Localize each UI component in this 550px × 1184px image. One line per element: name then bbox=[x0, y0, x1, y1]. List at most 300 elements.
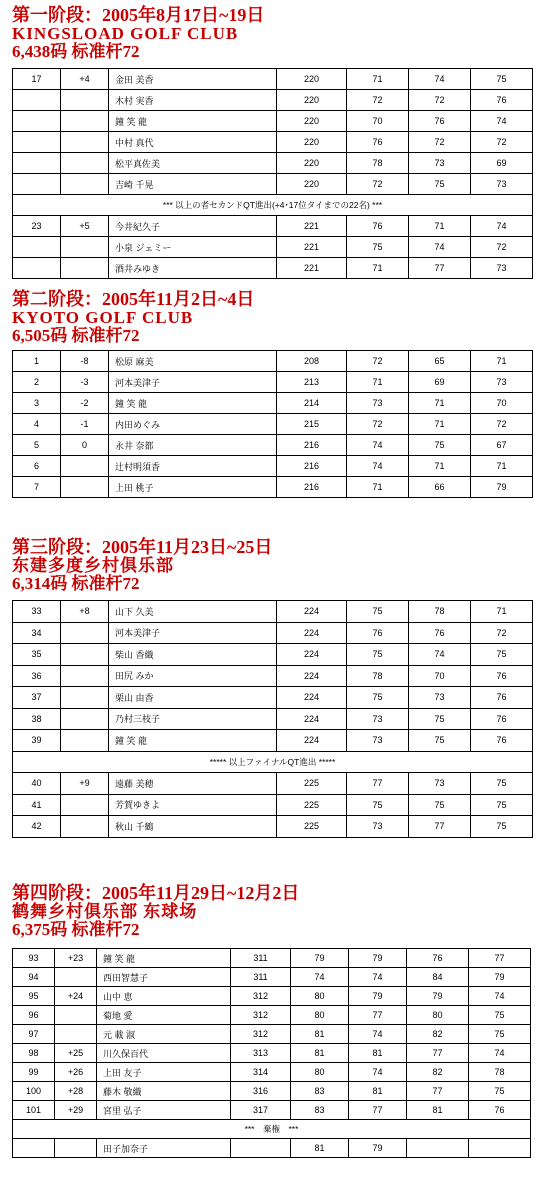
cell-r2: 79 bbox=[349, 949, 407, 968]
stage-2-title: 第二阶段：2005年11月2日~4日 bbox=[12, 289, 255, 309]
cell-score bbox=[55, 1025, 97, 1044]
cell-r3 bbox=[407, 1139, 469, 1158]
cell-r2: 78 bbox=[409, 601, 471, 623]
stage-1-course: KINGSLOAD GOLF CLUB bbox=[12, 24, 239, 43]
cell-r2: 77 bbox=[349, 1101, 407, 1120]
cell-name: 上田 友子 bbox=[97, 1063, 231, 1082]
table-row bbox=[13, 816, 533, 838]
cell-rank bbox=[13, 1139, 55, 1158]
cell-r1: 83 bbox=[291, 1101, 349, 1120]
table-row bbox=[13, 1139, 531, 1158]
cell-name: 辻村明須香 bbox=[109, 456, 277, 477]
stage-3-info: 6,314码 标准杆72 bbox=[12, 574, 140, 593]
cell-name: 鐘 笑 龍 bbox=[109, 730, 277, 752]
cell-rank bbox=[13, 237, 61, 258]
cell-r2: 74 bbox=[349, 1063, 407, 1082]
table-row bbox=[13, 174, 533, 195]
cell-total: 220 bbox=[277, 69, 347, 90]
cell-name: 上田 桃子 bbox=[109, 477, 277, 498]
cell-score bbox=[61, 730, 109, 752]
cell-name: 柴山 香織 bbox=[109, 644, 277, 666]
cell-rank: 38 bbox=[13, 708, 61, 730]
cell-r2: 77 bbox=[349, 1006, 407, 1025]
cell-rank: 23 bbox=[13, 216, 61, 237]
cell-score: +8 bbox=[61, 601, 109, 623]
cell-name: 芳賀ゆきよ bbox=[109, 794, 277, 816]
cell-r2: 76 bbox=[409, 622, 471, 644]
cell-r2: 74 bbox=[349, 968, 407, 987]
cell-r1: 78 bbox=[347, 153, 409, 174]
table-row bbox=[13, 414, 533, 435]
table-row bbox=[13, 153, 533, 174]
cell-name: 吉崎 千晃 bbox=[109, 174, 277, 195]
cell-rank bbox=[13, 258, 61, 279]
cell-r3: 72 bbox=[471, 237, 533, 258]
cell-r4: 78 bbox=[469, 1063, 531, 1082]
cell-r2: 72 bbox=[409, 132, 471, 153]
cell-name: 木村 実香 bbox=[109, 90, 277, 111]
cell-rank bbox=[13, 90, 61, 111]
cell-total: 312 bbox=[231, 1025, 291, 1044]
cell-r3: 75 bbox=[471, 816, 533, 838]
cell-r2: 79 bbox=[349, 1139, 407, 1158]
cell-rank: 42 bbox=[13, 816, 61, 838]
cell-score bbox=[61, 258, 109, 279]
cell-r1: 77 bbox=[347, 773, 409, 795]
cell-r1: 76 bbox=[347, 622, 409, 644]
cell-rank: 1 bbox=[13, 351, 61, 372]
cell-name: 鐘 笑 龍 bbox=[109, 111, 277, 132]
table-row bbox=[13, 730, 533, 752]
cell-r3: 75 bbox=[471, 69, 533, 90]
cell-total: 225 bbox=[277, 773, 347, 795]
table-row bbox=[13, 622, 533, 644]
cell-score: 0 bbox=[61, 435, 109, 456]
cell-r2: 75 bbox=[409, 435, 471, 456]
cell-total: 221 bbox=[277, 216, 347, 237]
cell-r1: 73 bbox=[347, 816, 409, 838]
cell-total: 208 bbox=[277, 351, 347, 372]
cell-r3: 74 bbox=[471, 111, 533, 132]
table-row bbox=[13, 372, 533, 393]
cell-rank: 5 bbox=[13, 435, 61, 456]
cell-name: 小泉 ジェミー bbox=[109, 237, 277, 258]
cell-r3: 77 bbox=[407, 1082, 469, 1101]
cell-total: 225 bbox=[277, 794, 347, 816]
cell-total: 313 bbox=[231, 1044, 291, 1063]
cell-r2: 74 bbox=[409, 644, 471, 666]
cell-name: 元 載 淑 bbox=[97, 1025, 231, 1044]
cell-r3: 82 bbox=[407, 1025, 469, 1044]
stage-3-header bbox=[12, 538, 272, 593]
table-row bbox=[13, 987, 531, 1006]
cell-r1: 71 bbox=[347, 372, 409, 393]
cell-name: 西田智慧子 bbox=[97, 968, 231, 987]
cell-r2: 71 bbox=[409, 456, 471, 477]
cell-r3: 76 bbox=[471, 687, 533, 709]
cell-total: 311 bbox=[231, 949, 291, 968]
cell-r3: 80 bbox=[407, 1006, 469, 1025]
cell-r3: 67 bbox=[471, 435, 533, 456]
cell-rank: 98 bbox=[13, 1044, 55, 1063]
cell-r3: 71 bbox=[471, 456, 533, 477]
cell-r1: 74 bbox=[347, 456, 409, 477]
cell-r3: 71 bbox=[471, 351, 533, 372]
cell-total: 317 bbox=[231, 1101, 291, 1120]
cell-name: 酒井みゆき bbox=[109, 258, 277, 279]
cell-rank bbox=[13, 174, 61, 195]
cell-rank: 101 bbox=[13, 1101, 55, 1120]
cell-r3: 69 bbox=[471, 153, 533, 174]
table-row bbox=[13, 111, 533, 132]
cell-total: 220 bbox=[277, 132, 347, 153]
cell-r2: 74 bbox=[409, 237, 471, 258]
cell-name: 松平真佐美 bbox=[109, 153, 277, 174]
note-row bbox=[13, 195, 533, 216]
cell-r1: 71 bbox=[347, 258, 409, 279]
cell-rank: 2 bbox=[13, 372, 61, 393]
cell-r2: 81 bbox=[349, 1044, 407, 1063]
cell-score: +5 bbox=[61, 216, 109, 237]
cell-r2: 69 bbox=[409, 372, 471, 393]
table-row bbox=[13, 773, 533, 795]
note-row bbox=[13, 1120, 531, 1139]
cell-r3: 75 bbox=[471, 644, 533, 666]
cell-total: 224 bbox=[277, 644, 347, 666]
cell-r4: 75 bbox=[469, 1082, 531, 1101]
cell-r4: 76 bbox=[469, 1101, 531, 1120]
cell-score bbox=[61, 477, 109, 498]
cell-name: 鐘 笑 龍 bbox=[109, 393, 277, 414]
cell-score: -1 bbox=[61, 414, 109, 435]
cell-name: 鐘 笑 龍 bbox=[97, 949, 231, 968]
table-row bbox=[13, 1044, 531, 1063]
cell-r1: 75 bbox=[347, 794, 409, 816]
cell-score bbox=[55, 1139, 97, 1158]
cell-r2: 75 bbox=[409, 174, 471, 195]
cell-name: 遠藤 美穂 bbox=[109, 773, 277, 795]
cell-name: 田尻 みか bbox=[109, 665, 277, 687]
cell-r2: 73 bbox=[409, 153, 471, 174]
cell-score: +26 bbox=[55, 1063, 97, 1082]
cell-score: +28 bbox=[55, 1082, 97, 1101]
cell-r1: 72 bbox=[347, 351, 409, 372]
cell-name: 秋山 千鶴 bbox=[109, 816, 277, 838]
table-row bbox=[13, 1082, 531, 1101]
cell-r1: 80 bbox=[291, 1063, 349, 1082]
cell-total: 216 bbox=[277, 477, 347, 498]
cell-r1: 74 bbox=[347, 435, 409, 456]
cell-r1: 75 bbox=[347, 644, 409, 666]
cell-score: -2 bbox=[61, 393, 109, 414]
cell-name: 菊地 愛 bbox=[97, 1006, 231, 1025]
cell-r2: 75 bbox=[409, 794, 471, 816]
cell-rank: 6 bbox=[13, 456, 61, 477]
cell-r1: 74 bbox=[291, 968, 349, 987]
cell-r2: 75 bbox=[409, 708, 471, 730]
table-row bbox=[13, 90, 533, 111]
cell-r3: 76 bbox=[471, 708, 533, 730]
cell-score bbox=[61, 794, 109, 816]
cell-r4: 79 bbox=[469, 968, 531, 987]
table-row bbox=[13, 456, 533, 477]
cell-score: +9 bbox=[61, 773, 109, 795]
cell-score bbox=[55, 1006, 97, 1025]
cell-r1: 75 bbox=[347, 237, 409, 258]
cell-score bbox=[61, 174, 109, 195]
stage-4-info: 6,375码 标准杆72 bbox=[12, 920, 140, 939]
cell-r2: 76 bbox=[409, 111, 471, 132]
cell-rank: 94 bbox=[13, 968, 55, 987]
cell-rank: 97 bbox=[13, 1025, 55, 1044]
table-row bbox=[13, 237, 533, 258]
cell-rank: 100 bbox=[13, 1082, 55, 1101]
cell-total: 224 bbox=[277, 708, 347, 730]
cell-name: 田子加奈子 bbox=[97, 1139, 231, 1158]
cell-score bbox=[55, 968, 97, 987]
cell-score bbox=[61, 153, 109, 174]
table-row bbox=[13, 1025, 531, 1044]
cell-r1: 81 bbox=[291, 1139, 349, 1158]
cell-score bbox=[61, 687, 109, 709]
cell-score: +29 bbox=[55, 1101, 97, 1120]
cell-r3: 77 bbox=[407, 1044, 469, 1063]
cell-r2: 71 bbox=[409, 393, 471, 414]
cell-rank: 95 bbox=[13, 987, 55, 1006]
cell-r3: 74 bbox=[471, 216, 533, 237]
stage-4-header bbox=[12, 884, 299, 939]
stage-1-results-table bbox=[12, 68, 533, 279]
cell-r1: 76 bbox=[347, 216, 409, 237]
cell-r1: 80 bbox=[291, 987, 349, 1006]
stage-2-info: 6,505码 标准杆72 bbox=[12, 326, 140, 345]
table-row bbox=[13, 69, 533, 90]
cell-r1: 81 bbox=[291, 1025, 349, 1044]
qualification-note: *** 棄権 *** bbox=[13, 1120, 531, 1139]
cell-r1: 75 bbox=[347, 601, 409, 623]
cell-r2: 75 bbox=[409, 730, 471, 752]
cell-r1: 70 bbox=[347, 111, 409, 132]
cell-name: 川久保百代 bbox=[97, 1044, 231, 1063]
qualification-note: ***** 以上ファイナルQT進出 ***** bbox=[13, 751, 533, 773]
cell-rank: 35 bbox=[13, 644, 61, 666]
cell-r1: 71 bbox=[347, 69, 409, 90]
cell-r3: 76 bbox=[471, 90, 533, 111]
stage-2-course: KYOTO GOLF CLUB bbox=[12, 308, 194, 327]
table-row bbox=[13, 968, 531, 987]
cell-total: 221 bbox=[277, 258, 347, 279]
stage-2-results-table bbox=[12, 350, 533, 498]
cell-r4: 75 bbox=[469, 1025, 531, 1044]
cell-name: 乃村三枝子 bbox=[109, 708, 277, 730]
table-row bbox=[13, 687, 533, 709]
table-row bbox=[13, 351, 533, 372]
cell-total: 224 bbox=[277, 622, 347, 644]
table-row bbox=[13, 216, 533, 237]
stage-2-header bbox=[12, 290, 254, 345]
cell-r1: 73 bbox=[347, 730, 409, 752]
cell-r1: 75 bbox=[347, 687, 409, 709]
cell-r2: 77 bbox=[409, 258, 471, 279]
table-row bbox=[13, 258, 533, 279]
cell-name: 宮里 弘子 bbox=[97, 1101, 231, 1120]
cell-total: 221 bbox=[277, 237, 347, 258]
stage-4-results-table bbox=[12, 948, 531, 1158]
cell-score bbox=[61, 816, 109, 838]
cell-total: 220 bbox=[277, 174, 347, 195]
cell-rank: 96 bbox=[13, 1006, 55, 1025]
cell-r3: 73 bbox=[471, 372, 533, 393]
cell-total: 224 bbox=[277, 601, 347, 623]
stage-3-results-table bbox=[12, 600, 533, 838]
cell-total: 224 bbox=[277, 687, 347, 709]
cell-r1: 72 bbox=[347, 90, 409, 111]
cell-r2: 71 bbox=[409, 414, 471, 435]
cell-name: 山下 久美 bbox=[109, 601, 277, 623]
table-row bbox=[13, 393, 533, 414]
cell-r1: 81 bbox=[291, 1044, 349, 1063]
cell-r1: 78 bbox=[347, 665, 409, 687]
cell-r3: 84 bbox=[407, 968, 469, 987]
cell-score bbox=[61, 111, 109, 132]
table-row bbox=[13, 435, 533, 456]
cell-r3: 76 bbox=[407, 949, 469, 968]
cell-r3: 72 bbox=[471, 414, 533, 435]
cell-r1: 73 bbox=[347, 708, 409, 730]
cell-r3: 79 bbox=[471, 477, 533, 498]
cell-score bbox=[61, 237, 109, 258]
cell-r1: 76 bbox=[347, 132, 409, 153]
table-row bbox=[13, 601, 533, 623]
cell-r1: 83 bbox=[291, 1082, 349, 1101]
cell-r4 bbox=[469, 1139, 531, 1158]
stage-4-course: 鹤舞乡村俱乐部 东球场 bbox=[12, 902, 198, 921]
cell-rank: 33 bbox=[13, 601, 61, 623]
table-row bbox=[13, 132, 533, 153]
cell-r2: 81 bbox=[349, 1082, 407, 1101]
cell-r1: 72 bbox=[347, 414, 409, 435]
cell-r3: 73 bbox=[471, 174, 533, 195]
cell-rank: 4 bbox=[13, 414, 61, 435]
cell-total: 216 bbox=[277, 435, 347, 456]
cell-r3: 82 bbox=[407, 1063, 469, 1082]
cell-rank: 17 bbox=[13, 69, 61, 90]
table-row bbox=[13, 949, 531, 968]
cell-score bbox=[61, 132, 109, 153]
cell-total: 225 bbox=[277, 816, 347, 838]
cell-total: 213 bbox=[277, 372, 347, 393]
stage-1-title: 第一阶段：2005年8月17日~19日 bbox=[12, 5, 265, 25]
cell-rank: 93 bbox=[13, 949, 55, 968]
table-row bbox=[13, 1101, 531, 1120]
cell-r1: 73 bbox=[347, 393, 409, 414]
cell-score bbox=[61, 644, 109, 666]
cell-total bbox=[231, 1139, 291, 1158]
cell-r1: 71 bbox=[347, 477, 409, 498]
cell-r2: 72 bbox=[409, 90, 471, 111]
note-row bbox=[13, 751, 533, 773]
cell-rank: 7 bbox=[13, 477, 61, 498]
cell-r3: 81 bbox=[407, 1101, 469, 1120]
cell-r3: 75 bbox=[471, 794, 533, 816]
table-row bbox=[13, 794, 533, 816]
cell-score bbox=[61, 622, 109, 644]
stage-4-title: 第四阶段：2005年11月29日~12月2日 bbox=[12, 883, 300, 903]
cell-total: 224 bbox=[277, 730, 347, 752]
cell-total: 215 bbox=[277, 414, 347, 435]
cell-name: 永井 奈都 bbox=[109, 435, 277, 456]
cell-rank: 37 bbox=[13, 687, 61, 709]
table-row bbox=[13, 477, 533, 498]
cell-name: 今井紀久子 bbox=[109, 216, 277, 237]
cell-score: +4 bbox=[61, 69, 109, 90]
cell-score: +23 bbox=[55, 949, 97, 968]
table-row bbox=[13, 665, 533, 687]
cell-r4: 75 bbox=[469, 1006, 531, 1025]
stage-1-info: 6,438码 标准杆72 bbox=[12, 42, 140, 61]
cell-r4: 74 bbox=[469, 1044, 531, 1063]
cell-r3: 75 bbox=[471, 773, 533, 795]
table-row bbox=[13, 644, 533, 666]
table-row bbox=[13, 1006, 531, 1025]
cell-r2: 74 bbox=[349, 1025, 407, 1044]
cell-name: 藤木 敬織 bbox=[97, 1082, 231, 1101]
cell-score bbox=[61, 90, 109, 111]
cell-r2: 70 bbox=[409, 665, 471, 687]
cell-r2: 65 bbox=[409, 351, 471, 372]
cell-total: 311 bbox=[231, 968, 291, 987]
cell-rank bbox=[13, 132, 61, 153]
cell-total: 314 bbox=[231, 1063, 291, 1082]
cell-r1: 80 bbox=[291, 1006, 349, 1025]
cell-rank: 40 bbox=[13, 773, 61, 795]
cell-rank: 99 bbox=[13, 1063, 55, 1082]
cell-name: 松原 麻美 bbox=[109, 351, 277, 372]
cell-total: 312 bbox=[231, 987, 291, 1006]
cell-r3: 72 bbox=[471, 622, 533, 644]
cell-r2: 79 bbox=[349, 987, 407, 1006]
cell-total: 220 bbox=[277, 153, 347, 174]
cell-r2: 73 bbox=[409, 773, 471, 795]
cell-r3: 79 bbox=[407, 987, 469, 1006]
cell-r3: 70 bbox=[471, 393, 533, 414]
cell-r3: 76 bbox=[471, 665, 533, 687]
cell-name: 河本美津子 bbox=[109, 622, 277, 644]
cell-score bbox=[61, 665, 109, 687]
cell-name: 内田めぐみ bbox=[109, 414, 277, 435]
stage-3-title: 第三阶段：2005年11月23日~25日 bbox=[12, 537, 273, 557]
cell-r3: 72 bbox=[471, 132, 533, 153]
cell-score: -3 bbox=[61, 372, 109, 393]
qualification-note: *** 以上の者セカンドQT進出(+4･17位タイまでの22名) *** bbox=[13, 195, 533, 216]
cell-score: +25 bbox=[55, 1044, 97, 1063]
cell-total: 224 bbox=[277, 665, 347, 687]
cell-r3: 73 bbox=[471, 258, 533, 279]
cell-r2: 73 bbox=[409, 687, 471, 709]
cell-rank bbox=[13, 111, 61, 132]
cell-rank: 41 bbox=[13, 794, 61, 816]
cell-name: 中村 真代 bbox=[109, 132, 277, 153]
table-row bbox=[13, 708, 533, 730]
cell-r2: 66 bbox=[409, 477, 471, 498]
cell-score bbox=[61, 456, 109, 477]
table-row bbox=[13, 1063, 531, 1082]
cell-total: 316 bbox=[231, 1082, 291, 1101]
cell-score bbox=[61, 708, 109, 730]
cell-rank: 39 bbox=[13, 730, 61, 752]
cell-name: 山中 恵 bbox=[97, 987, 231, 1006]
cell-r1: 72 bbox=[347, 174, 409, 195]
